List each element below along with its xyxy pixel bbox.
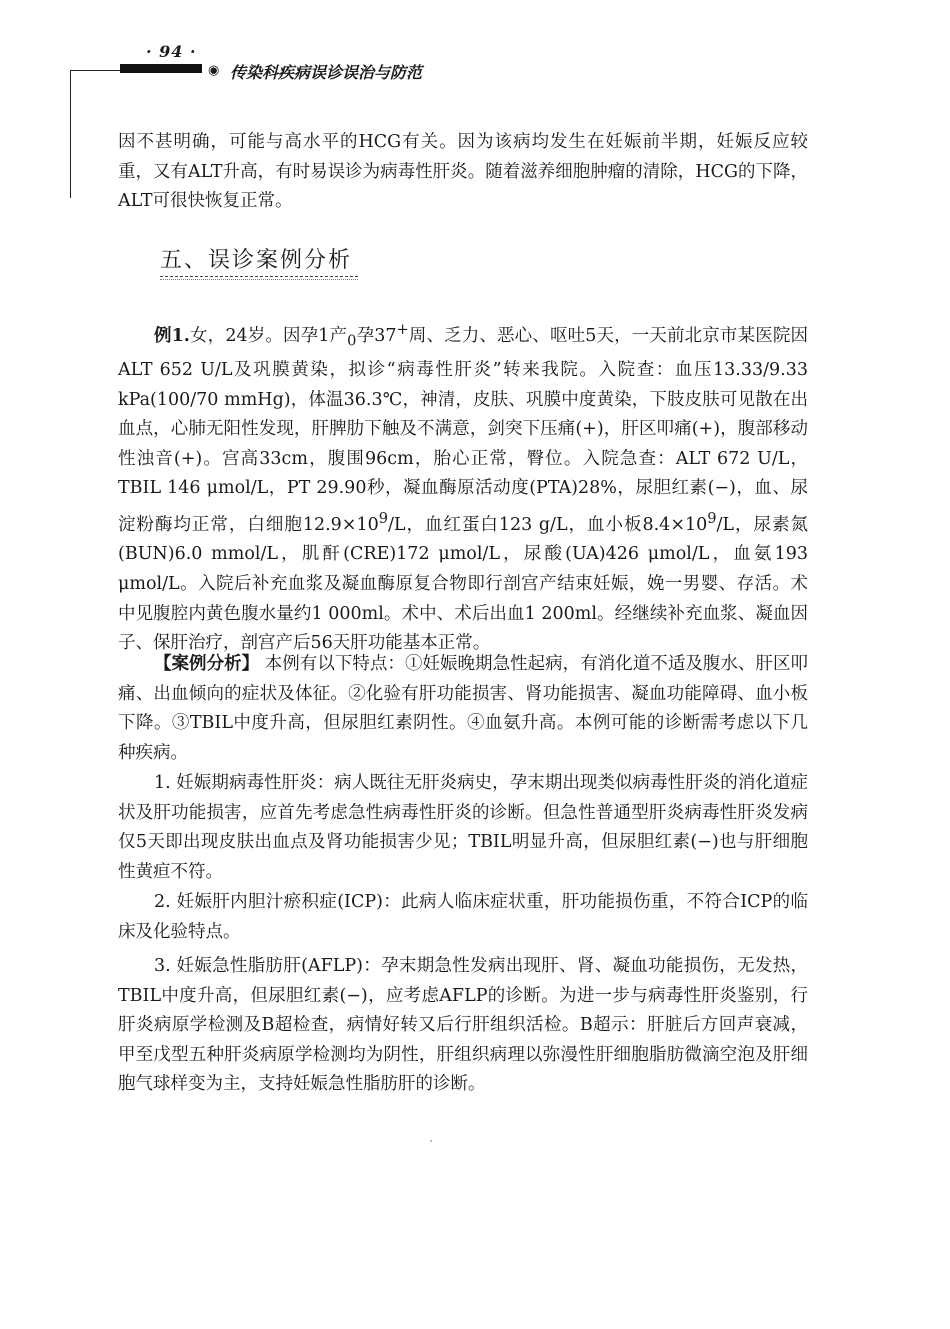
analysis-label: 【案例分析】: [154, 654, 260, 674]
header-bullet-icon: ◉: [208, 63, 220, 78]
case-1-text-c: 周、乏力、恶心、呕吐5天，一天前北京市某医院因ALT 652 U/L及巩膜黄染，拟诊“病毒性肝炎”转来我院。入院查：血压13.33/9.33 kPa(100/70 mmHg)，体温36.3℃，神清，皮肤、巩膜中度黄染，下肢皮肤可见散在出血点，心肺无阳性发现，肝脾肋下触及不满意，剑突下压痛(+)，肝区叩痛(+)，腹部移动性浊音(+)。宫高33cm，腹围96cm，胎心正常，臀位。入院急查：ALT 672 U/L，TBIL 146 μmol/L，PT 29.90秒，凝血酶原活动度(PTA)28%，尿胆红素(−)，血、尿淀粉酶均正常，白细胞12.9×10: [118, 325, 808, 535]
diagnosis-item-1: 1. 妊娠期病毒性肝炎：病人既往无肝炎病史，孕末期出现类似病毒性肝炎的消化道症状及肝功能损害，应首先考虑急性病毒性肝炎的诊断。但急性普通型肝炎病毒性肝炎发病仅5天即出现皮肤出血点及肾功能损害少见；TBIL明显升高，但尿胆红素(−)也与肝细胞性黄疸不符。: [118, 773, 808, 882]
lead-paragraph: 因不甚明确，可能与高水平的HCG有关。因为该病均发生在妊娠前半期，妊娠反应较重，又有ALT升高，有时易误诊为病毒性肝炎。随着滋养细胞肿瘤的清除，HCG的下降，ALT可很快恢复正常。: [118, 132, 808, 212]
header-horizontal-rule: [70, 70, 120, 71]
case-1-text-e: /L，尿素氮(BUN)6.0 mmol/L，肌酐(CRE)172 μmol/L，尿酸(UA)426 μmol/L，血氨193 μmol/L。入院后补充血浆及凝血酶原复合物即行剖宫产结束妊娠，娩一男婴、存活。术中见腹腔内黄色腹水量约1 000ml。术中、术后出血1 200ml。经继续补充血浆、凝血因子、保肝治疗，剖宫产后56天肝功能基本正常。: [118, 514, 808, 654]
diagnosis-item-3: 3. 妊娠急性脂肪肝(AFLP)：孕末期急性发病出现肝、肾、凝血功能损伤，无发热，TBIL中度升高，但尿胆红素(−)，应考虑AFLP的诊断。为进一步与病毒性肝炎鉴别，行肝炎病原学检测及B超检查，病情好转又后行肝组织活检。B超示：肝脏后方回声衰减，甲至戊型五种肝炎病原学检测均为阴性，肝组织病理以弥漫性肝细胞脂肪微滴空泡及肝细胞气球样变为主，支持妊娠急性脂肪肝的诊断。: [118, 956, 808, 1095]
case-1-sup-9b: 9: [707, 509, 717, 527]
case-1-text-a: 女，24岁。因孕1产: [189, 325, 348, 346]
book-title: 传染科疾病误诊误治与防范: [230, 63, 423, 82]
section-title: 五、误诊案例分析: [160, 248, 353, 273]
case-1-label: 例1.: [154, 325, 190, 346]
section-title-rule: [160, 276, 358, 281]
case-1-text-b: 孕37: [356, 325, 397, 346]
case-1-sup-9a: 9: [378, 509, 388, 527]
header-vertical-rule: [70, 70, 71, 198]
case-1-text-d: /L，血红蛋白123 g/L，血小板8.4×10: [388, 514, 708, 535]
case-1-paragraph: [118, 315, 808, 659]
scan-speck: [430, 1140, 432, 1142]
analysis-text: 本例有以下特点：①妊娠晚期急性起病，有消化道不适及腹水、肝区叩痛、出血倾向的症状及体征。②化验有肝功能损害、肾功能损害、凝血功能障碍、血小板下降。③TBIL中度升高，但尿胆红素阴性。④血氨升高。本例可能的诊断需考虑以下几种疾病。: [118, 654, 808, 763]
header-black-bar: [120, 64, 202, 73]
page-number: · 94 ·: [146, 42, 197, 61]
diagnosis-item-2: 2. 妊娠肝内胆汁瘀积症(ICP)：此病人临床症状重，肝功能损伤重，不符合ICP的临床及化验特点。: [118, 892, 808, 942]
analysis-paragraph: [118, 650, 808, 768]
case-1-sup-plus: +: [396, 321, 409, 338]
case-1-sub: 0: [347, 332, 357, 350]
